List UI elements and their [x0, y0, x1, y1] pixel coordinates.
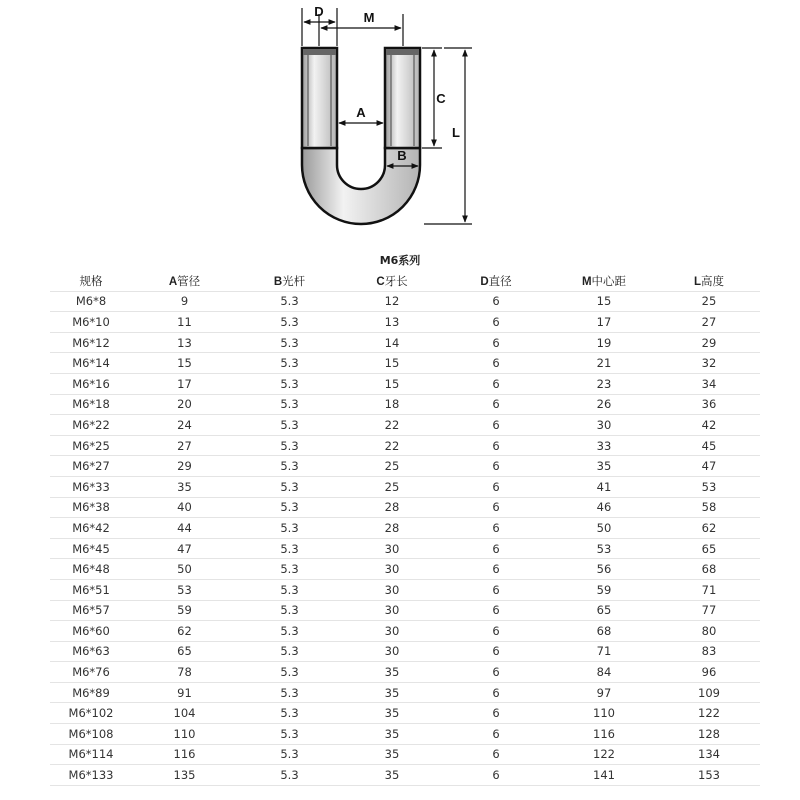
cell-d: 6 [442, 291, 550, 312]
header-b [237, 271, 342, 291]
table-row [50, 600, 760, 621]
cell-a: 27 [132, 435, 237, 456]
cell-d: 6 [442, 332, 550, 353]
label-b: B [397, 148, 407, 163]
cell-spec: M6*114 [50, 744, 132, 765]
cell-a: 53 [132, 579, 237, 600]
cell-c: 22 [342, 415, 442, 436]
cell-a: 78 [132, 662, 237, 683]
cell-l: 96 [658, 662, 760, 683]
cell-c: 30 [342, 538, 442, 559]
cell-l: 27 [658, 312, 760, 333]
table-row [50, 662, 760, 683]
table-row [50, 353, 760, 374]
cell-l: 77 [658, 600, 760, 621]
cell-spec: M6*108 [50, 724, 132, 745]
cell-b: 5.3 [237, 497, 342, 518]
cell-l: 134 [658, 744, 760, 765]
cell-d: 6 [442, 600, 550, 621]
cell-spec: M6*102 [50, 703, 132, 724]
header-text: 牙长 [384, 273, 408, 288]
header-text: 光杆 [282, 273, 306, 288]
cell-spec: M6*14 [50, 353, 132, 374]
table-row [50, 435, 760, 456]
cell-d: 6 [442, 641, 550, 662]
table-row [50, 415, 760, 436]
cell-c: 30 [342, 621, 442, 642]
header-text: 中心距 [591, 273, 627, 288]
cell-d: 6 [442, 373, 550, 394]
cell-c: 35 [342, 744, 442, 765]
cell-c: 25 [342, 476, 442, 497]
cell-c: 30 [342, 559, 442, 580]
cell-c: 13 [342, 312, 442, 333]
cell-a: 62 [132, 621, 237, 642]
cell-b: 5.3 [237, 435, 342, 456]
cell-a: 29 [132, 456, 237, 477]
cell-a: 91 [132, 682, 237, 703]
header-text: 直径 [488, 273, 512, 288]
cell-spec: M6*18 [50, 394, 132, 415]
cell-l: 47 [658, 456, 760, 477]
header-text: 高度 [701, 273, 725, 288]
cell-m: 30 [550, 415, 658, 436]
cell-a: 104 [132, 703, 237, 724]
spec-table [50, 271, 760, 786]
header-letter: B [273, 275, 283, 288]
cell-a: 15 [132, 353, 237, 374]
table-row [50, 538, 760, 559]
cell-b: 5.3 [237, 332, 342, 353]
cell-m: 116 [550, 724, 658, 745]
cell-d: 6 [442, 435, 550, 456]
cell-l: 45 [658, 435, 760, 456]
cell-b: 5.3 [237, 394, 342, 415]
cell-b: 5.3 [237, 703, 342, 724]
table-row [50, 394, 760, 415]
cell-m: 56 [550, 559, 658, 580]
table-row [50, 682, 760, 703]
cell-a: 47 [132, 538, 237, 559]
cell-m: 97 [550, 682, 658, 703]
cell-spec: M6*45 [50, 538, 132, 559]
cell-spec: M6*63 [50, 641, 132, 662]
cell-d: 6 [442, 744, 550, 765]
table-row [50, 518, 760, 539]
header-text: 规格 [79, 273, 103, 288]
cell-d: 6 [442, 765, 550, 786]
header-letter: M [581, 275, 592, 288]
cell-m: 84 [550, 662, 658, 683]
cell-m: 110 [550, 703, 658, 724]
cell-a: 24 [132, 415, 237, 436]
cell-l: 128 [658, 724, 760, 745]
cell-spec: M6*42 [50, 518, 132, 539]
table-row [50, 703, 760, 724]
header-letter: A [168, 275, 178, 288]
cell-d: 6 [442, 538, 550, 559]
cell-b: 5.3 [237, 291, 342, 312]
cell-c: 12 [342, 291, 442, 312]
dimension-l [424, 48, 472, 224]
cell-b: 5.3 [237, 559, 342, 580]
cell-m: 19 [550, 332, 658, 353]
cell-d: 6 [442, 518, 550, 539]
cell-b: 5.3 [237, 600, 342, 621]
cell-l: 32 [658, 353, 760, 374]
cell-b: 5.3 [237, 765, 342, 786]
cell-spec: M6*60 [50, 621, 132, 642]
table-row [50, 497, 760, 518]
cell-d: 6 [442, 394, 550, 415]
label-l: L [452, 125, 460, 140]
table-body [50, 291, 760, 785]
table-header-row [50, 271, 760, 291]
cell-m: 23 [550, 373, 658, 394]
cell-spec: M6*27 [50, 456, 132, 477]
cell-c: 35 [342, 662, 442, 683]
cell-b: 5.3 [237, 744, 342, 765]
cell-spec: M6*16 [50, 373, 132, 394]
table-row [50, 621, 760, 642]
cell-l: 122 [658, 703, 760, 724]
cell-c: 28 [342, 518, 442, 539]
table-title: M6系列 [379, 254, 421, 267]
cell-l: 109 [658, 682, 760, 703]
table-row [50, 373, 760, 394]
cell-m: 46 [550, 497, 658, 518]
cell-m: 33 [550, 435, 658, 456]
cell-spec: M6*38 [50, 497, 132, 518]
cell-a: 110 [132, 724, 237, 745]
table-row [50, 312, 760, 333]
cell-a: 9 [132, 291, 237, 312]
table-row [50, 456, 760, 477]
cell-c: 28 [342, 497, 442, 518]
cell-a: 135 [132, 765, 237, 786]
right-threaded-leg [385, 48, 420, 148]
cell-b: 5.3 [237, 682, 342, 703]
cell-l: 53 [658, 476, 760, 497]
cell-m: 17 [550, 312, 658, 333]
cell-b: 5.3 [237, 415, 342, 436]
cell-spec: M6*22 [50, 415, 132, 436]
cell-c: 22 [342, 435, 442, 456]
cell-m: 68 [550, 621, 658, 642]
cell-spec: M6*57 [50, 600, 132, 621]
cell-d: 6 [442, 559, 550, 580]
cell-a: 20 [132, 394, 237, 415]
header-letter: L [693, 275, 702, 288]
cell-m: 26 [550, 394, 658, 415]
cell-m: 65 [550, 600, 658, 621]
cell-spec: M6*8 [50, 291, 132, 312]
cell-l: 25 [658, 291, 760, 312]
cell-l: 83 [658, 641, 760, 662]
cell-a: 44 [132, 518, 237, 539]
cell-a: 13 [132, 332, 237, 353]
header-m [550, 271, 658, 291]
cell-b: 5.3 [237, 373, 342, 394]
label-a: A [356, 105, 366, 120]
cell-b: 5.3 [237, 641, 342, 662]
table-row [50, 476, 760, 497]
cell-b: 5.3 [237, 662, 342, 683]
cell-d: 6 [442, 312, 550, 333]
cell-b: 5.3 [237, 476, 342, 497]
cell-l: 153 [658, 765, 760, 786]
cell-c: 14 [342, 332, 442, 353]
cell-l: 58 [658, 497, 760, 518]
cell-a: 40 [132, 497, 237, 518]
cell-spec: M6*51 [50, 579, 132, 600]
cell-c: 35 [342, 724, 442, 745]
cell-l: 29 [658, 332, 760, 353]
cell-m: 141 [550, 765, 658, 786]
table-row [50, 765, 760, 786]
cell-c: 25 [342, 456, 442, 477]
table-row [50, 332, 760, 353]
cell-a: 35 [132, 476, 237, 497]
cell-a: 50 [132, 559, 237, 580]
cell-m: 21 [550, 353, 658, 374]
cell-m: 15 [550, 291, 658, 312]
header-letter: C [376, 275, 385, 288]
cell-d: 6 [442, 476, 550, 497]
cell-spec: M6*76 [50, 662, 132, 683]
header-c [342, 271, 442, 291]
header-letter: D [480, 275, 489, 288]
cell-c: 15 [342, 373, 442, 394]
cell-d: 6 [442, 703, 550, 724]
cell-d: 6 [442, 662, 550, 683]
cell-a: 116 [132, 744, 237, 765]
table-row [50, 724, 760, 745]
cell-c: 30 [342, 600, 442, 621]
cell-a: 65 [132, 641, 237, 662]
cell-l: 42 [658, 415, 760, 436]
cell-m: 41 [550, 476, 658, 497]
cell-c: 35 [342, 765, 442, 786]
cell-d: 6 [442, 353, 550, 374]
cell-b: 5.3 [237, 579, 342, 600]
left-threaded-leg [302, 48, 337, 148]
table-row [50, 744, 760, 765]
cell-c: 35 [342, 703, 442, 724]
header-l [658, 271, 760, 291]
cell-b: 5.3 [237, 621, 342, 642]
cell-d: 6 [442, 682, 550, 703]
cell-spec: M6*133 [50, 765, 132, 786]
cell-d: 6 [442, 579, 550, 600]
cell-b: 5.3 [237, 312, 342, 333]
cell-spec: M6*10 [50, 312, 132, 333]
cell-m: 50 [550, 518, 658, 539]
dimension-m [319, 14, 403, 46]
cell-b: 5.3 [237, 538, 342, 559]
cell-m: 35 [550, 456, 658, 477]
table-row [50, 579, 760, 600]
cell-d: 6 [442, 621, 550, 642]
header-text: 管径 [177, 273, 201, 288]
cell-m: 53 [550, 538, 658, 559]
cell-c: 30 [342, 579, 442, 600]
cell-d: 6 [442, 415, 550, 436]
cell-m: 71 [550, 641, 658, 662]
cell-l: 34 [658, 373, 760, 394]
cell-c: 30 [342, 641, 442, 662]
table-row [50, 559, 760, 580]
label-c: C [436, 91, 446, 106]
cell-c: 35 [342, 682, 442, 703]
cell-c: 15 [342, 353, 442, 374]
cell-a: 17 [132, 373, 237, 394]
header-d [442, 271, 550, 291]
cell-a: 59 [132, 600, 237, 621]
header-spec [50, 271, 132, 291]
cell-spec: M6*33 [50, 476, 132, 497]
label-m: M [363, 10, 375, 25]
cell-l: 65 [658, 538, 760, 559]
cell-l: 62 [658, 518, 760, 539]
cell-l: 80 [658, 621, 760, 642]
cell-spec: M6*12 [50, 332, 132, 353]
cell-b: 5.3 [237, 353, 342, 374]
cell-l: 68 [658, 559, 760, 580]
cell-d: 6 [442, 724, 550, 745]
u-bolt-diagram [0, 0, 800, 250]
label-d: D [314, 4, 324, 19]
cell-m: 59 [550, 579, 658, 600]
cell-spec: M6*89 [50, 682, 132, 703]
cell-spec: M6*48 [50, 559, 132, 580]
cell-b: 5.3 [237, 456, 342, 477]
cell-spec: M6*25 [50, 435, 132, 456]
cell-b: 5.3 [237, 518, 342, 539]
cell-c: 18 [342, 394, 442, 415]
cell-l: 36 [658, 394, 760, 415]
table-row [50, 291, 760, 312]
header-a [132, 271, 237, 291]
cell-b: 5.3 [237, 724, 342, 745]
cell-m: 122 [550, 744, 658, 765]
cell-l: 71 [658, 579, 760, 600]
cell-a: 11 [132, 312, 237, 333]
table-row [50, 641, 760, 662]
cell-d: 6 [442, 497, 550, 518]
cell-d: 6 [442, 456, 550, 477]
